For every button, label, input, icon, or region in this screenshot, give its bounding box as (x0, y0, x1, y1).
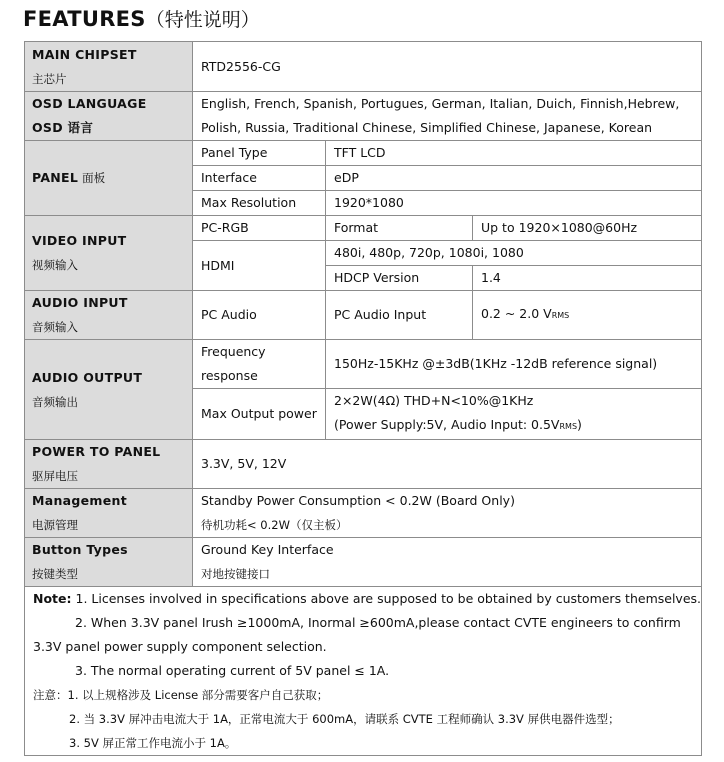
osd-language-line-1: English, French, Spanish, Portugues, German, Italian, Duich, Finnish,Hebrew, (201, 96, 680, 111)
row-panel-type (25, 141, 702, 166)
label-panel: PANEL 面板 (25, 141, 193, 216)
label-management: Management 电源管理 (25, 489, 193, 538)
label-power-to-panel: POWER TO PANEL 驱屏电压 (25, 440, 193, 489)
panel-interface-value: eDP (326, 166, 702, 191)
row-management (25, 489, 702, 538)
spec-table (24, 41, 702, 756)
panel-interface-label: Interface (193, 166, 326, 191)
row-button-types (25, 538, 702, 587)
title-en: FEATURES (23, 7, 146, 31)
label-audio-input: AUDIO INPUT 音频输入 (25, 291, 193, 340)
value-management: Standby Power Consumption < 0.2W (Board Only) 待机功耗< 0.2W（仅主板） (193, 489, 702, 538)
video-format-value: Up to 1920×1080@60Hz (473, 216, 702, 241)
video-pcrgb: PC-RGB (193, 216, 326, 241)
row-video-pcrgb (25, 216, 702, 241)
value-button-types: Ground Key Interface 对地按键接口 (193, 538, 702, 587)
label-osd-language: OSD LANGUAGE OSD 语言 (25, 92, 193, 141)
audio-input-name: PC Audio Input (326, 291, 473, 340)
note-en-2b: 3.3V panel power supply component selection. (33, 639, 327, 654)
value-osd-language (193, 92, 702, 141)
note-zh-2: 2. 当 3.3V 屏冲击电流大于 1A，正常电流大于 600mA，请联系 CVTE 工程师确认 3.3V 屏供电器件选型； (69, 712, 620, 726)
video-hdmi-modes: 480i, 480p, 720p, 1080i, 1080 (326, 241, 702, 266)
note-zh-1: 注意：1. 以上规格涉及 License 部分需要客户自己获取； (33, 688, 329, 702)
panel-type-label: Panel Type (193, 141, 326, 166)
label-button-types: Button Types 按键类型 (25, 538, 193, 587)
row-power-to-panel (25, 440, 702, 489)
video-hdcp-value: 1.4 (473, 266, 702, 291)
note-en-1: Note: 1. Licenses involved in specifications above are supposed to be obtained by customers themselves. (33, 591, 702, 606)
audio-output-freq-label: Frequency response (193, 340, 326, 389)
osd-language-line-2: Polish, Russia, Traditional Chinese, Simplified Chinese, Japanese, Korean (201, 120, 653, 135)
note-zh-3: 3. 5V 屏正常工作电流小于 1A。 (69, 736, 237, 750)
audio-input-value: 0.2 ~ 2.0 VRMS (473, 291, 702, 340)
label-audio-output: AUDIO OUTPUT 音频输出 (25, 340, 193, 440)
row-notes (25, 587, 702, 756)
label-main-chipset: MAIN CHIPSET 主芯片 (25, 42, 193, 92)
audio-output-power-value: 2×2W(4Ω) THD+N<10%@1KHz (Power Supply:5V, Audio Input: 0.5VRMS) (326, 389, 702, 440)
panel-resolution-label: Max Resolution (193, 191, 326, 216)
notes-cell (25, 587, 702, 756)
video-hdcp-label: HDCP Version (326, 266, 473, 291)
audio-output-freq-value: 150Hz-15KHz @±3dB(1KHz -12dB reference signal) (326, 340, 702, 389)
row-main-chipset (25, 42, 702, 92)
audio-input-source: PC Audio (193, 291, 326, 340)
video-hdmi: HDMI (193, 241, 326, 291)
label-video-input: VIDEO INPUT 视频输入 (25, 216, 193, 291)
row-audio-output-freq (25, 340, 702, 389)
title-zh: （特性说明） (145, 9, 260, 31)
note-en-3: 3. The normal operating current of 5V panel ≤ 1A. (75, 663, 390, 678)
audio-output-power-label: Max Output power (193, 389, 326, 440)
row-osd-language (25, 92, 702, 141)
value-main-chipset: RTD2556-CG (193, 42, 702, 92)
panel-type-value: TFT LCD (326, 141, 702, 166)
video-format-label: Format (326, 216, 473, 241)
row-audio-input (25, 291, 702, 340)
value-power-to-panel: 3.3V, 5V, 12V (193, 440, 702, 489)
page-title (23, 4, 260, 34)
panel-resolution-value: 1920*1080 (326, 191, 702, 216)
note-en-2a: 2. When 3.3V panel Irush ≥1000mA, Inormal ≥600mA,please contact CVTE engineers to confirm (75, 615, 681, 630)
